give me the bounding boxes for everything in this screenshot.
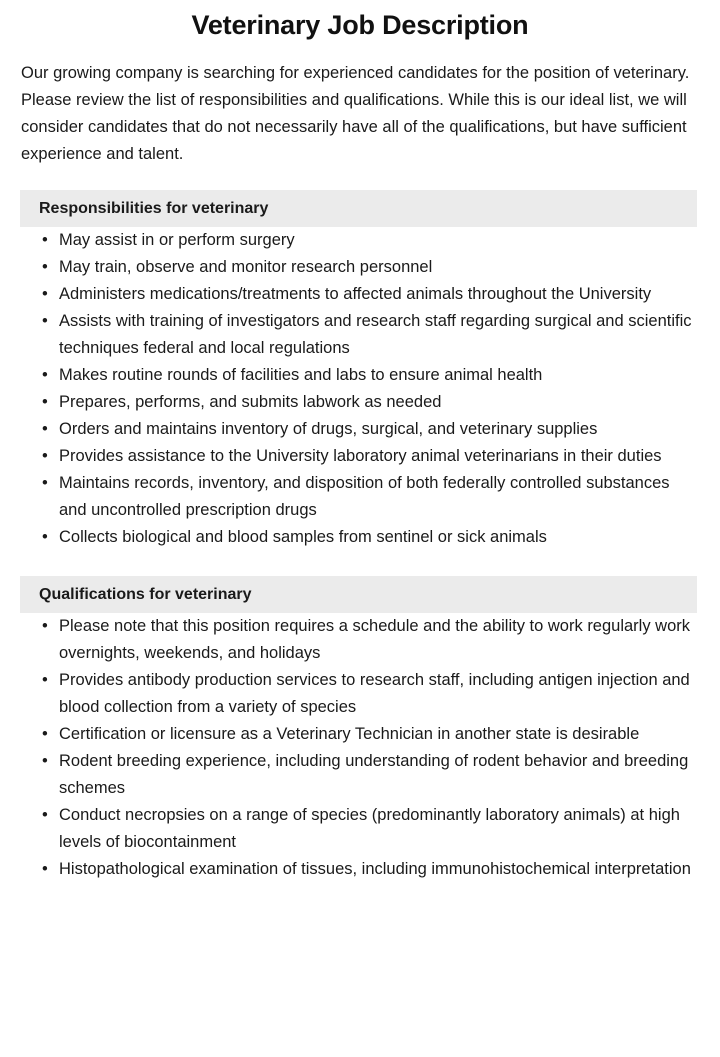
list-item: • Provides antibody production services to research staff, including antigen injection and blood collection from a variety of species [0,667,720,721]
section-heading-responsibilities: Responsibilities for veterinary [20,190,697,227]
list-item: • Collects biological and blood samples from sentinel or sick animals [0,524,720,551]
section-qualifications [0,576,720,883]
list-item: • Rodent breeding experience, including understanding of rodent behavior and breeding schemes [0,748,720,802]
list-item: • Certification or licensure as a Veterinary Technician in another state is desirable [0,721,720,748]
list-item: • May train, observe and monitor research personnel [0,254,720,281]
qualifications-list [0,613,720,883]
intro-paragraph: Our growing company is searching for experienced candidates for the position of veterinary. Please review the list of responsibilities and qualifications. While this is our ideal list, we will consider candidates that do not necessarily have all of the qualifications, but have sufficient experience and talent. [21,64,690,163]
list-item: • Histopathological examination of tissues, including immunohistochemical interpretation [0,856,720,883]
page-title: Veterinary Job Description [191,10,529,40]
list-item: • Administers medications/treatments to affected animals throughout the University [0,281,720,308]
list-item: • Prepares, performs, and submits labwork as needed [0,389,720,416]
list-item: • May assist in or perform surgery [0,227,720,254]
responsibilities-list [0,227,720,551]
list-item: • Provides assistance to the University laboratory animal veterinarians in their duties [0,443,720,470]
list-item: • Maintains records, inventory, and disposition of both federally controlled substances and uncontrolled prescription drugs [0,470,720,524]
list-item: • Conduct necropsies on a range of species (predominantly laboratory animals) at high levels of biocontainment [0,802,720,856]
section-heading-qualifications: Qualifications for veterinary [20,576,697,613]
section-responsibilities [0,190,720,551]
list-item: • Makes routine rounds of facilities and labs to ensure animal health [0,362,720,389]
list-item: • Orders and maintains inventory of drugs, surgical, and veterinary supplies [0,416,720,443]
list-item: • Please note that this position requires a schedule and the ability to work regularly work overnights, weekends, and holidays [0,613,720,667]
list-item: • Assists with training of investigators and research staff regarding surgical and scientific techniques federal and local regulations [0,308,720,362]
